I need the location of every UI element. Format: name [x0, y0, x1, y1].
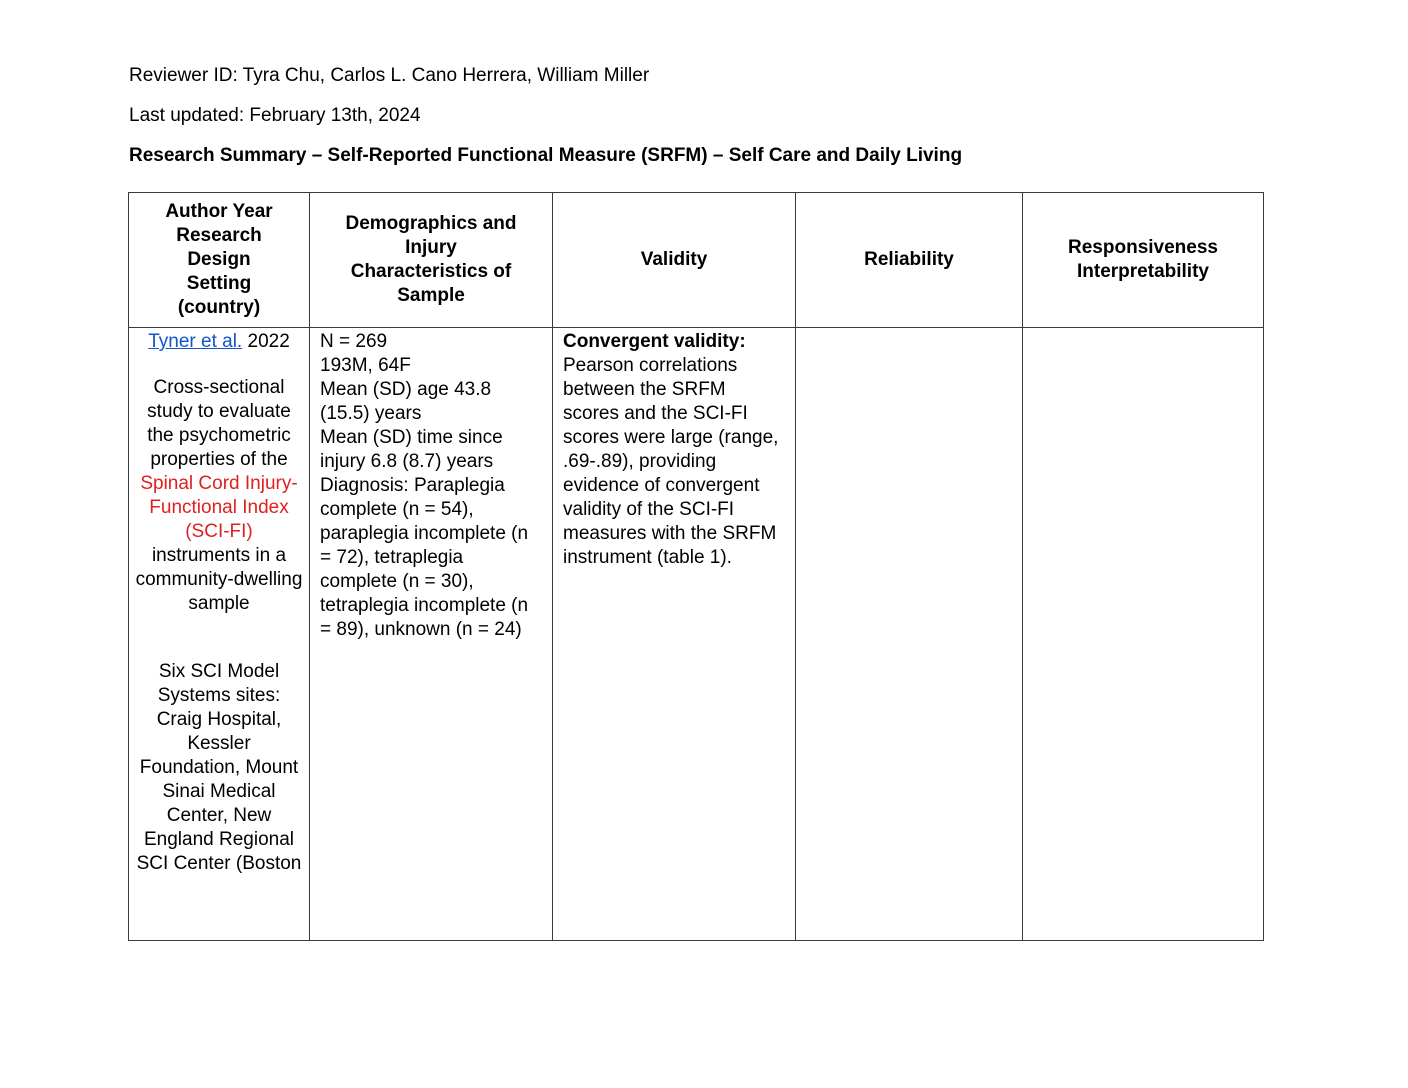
instrument-name: Spinal Cord Injury-Functional Index (SCI-FI) — [140, 473, 298, 542]
last-updated-line: Last updated: February 13th, 2024 — [129, 105, 421, 126]
validity-cell — [553, 328, 796, 941]
responsiveness-cell — [1023, 328, 1264, 941]
demographics-cell — [310, 328, 553, 941]
research-summary-table — [128, 192, 1264, 941]
citation — [135, 330, 303, 354]
study-design: Cross-sectional study to evaluate the psychometric properties of the Spinal Cord Injury-Functional Index (SCI-FI) instruments in a community-dwelling sample — [135, 377, 303, 614]
reliability-cell — [796, 328, 1023, 941]
document-title: Research Summary – Self-Reported Functional Measure (SRFM) – Self Care and Daily Living — [129, 145, 963, 166]
citation-link[interactable]: Tyner et al. — [148, 331, 243, 352]
table-header-row — [129, 193, 1264, 328]
table-row — [129, 328, 1264, 941]
header-validity: Validity — [553, 193, 796, 328]
header-responsiveness: Responsiveness Interpretability — [1023, 193, 1264, 328]
header-reliability: Reliability — [796, 193, 1023, 328]
time-since-injury: Mean (SD) time since injury 6.8 (8.7) years — [320, 427, 503, 472]
diagnosis: Diagnosis: Paraplegia complete (n = 54), paraplegia incomplete (n = 72), tetraplegia complete (n = 30), tetraplegia incomplete (n = 89), unknown (n = 24) — [320, 475, 529, 640]
study-setting: Six SCI Model Systems sites: Craig Hospital, Kessler Foundation, Mount Sinai Medical Center, New England Regional SCI Center (Boston — [136, 661, 302, 874]
mean-age: Mean (SD) age 43.8 (15.5) years — [320, 379, 492, 424]
author-cell — [129, 328, 310, 941]
reviewer-line: Reviewer ID: Tyra Chu, Carlos L. Cano Herrera, William Miller — [129, 65, 650, 86]
sex-breakdown: 193M, 64F — [320, 355, 411, 376]
validity-heading: Convergent validity: — [563, 331, 746, 352]
header-author-year: Author Year Research Design Setting (country) — [129, 193, 310, 328]
citation-year: 2022 — [242, 331, 290, 352]
sample-size: N = 269 — [320, 331, 388, 352]
validity-text: Pearson correlations between the SRFM scores and the SCI-FI scores were large (range, .69-.89), providing evidence of convergent validity of the SCI-FI measures with the SRFM instrument (table 1). — [563, 355, 779, 568]
header-demographics: Demographics and Injury Characteristics of Sample — [310, 193, 553, 328]
